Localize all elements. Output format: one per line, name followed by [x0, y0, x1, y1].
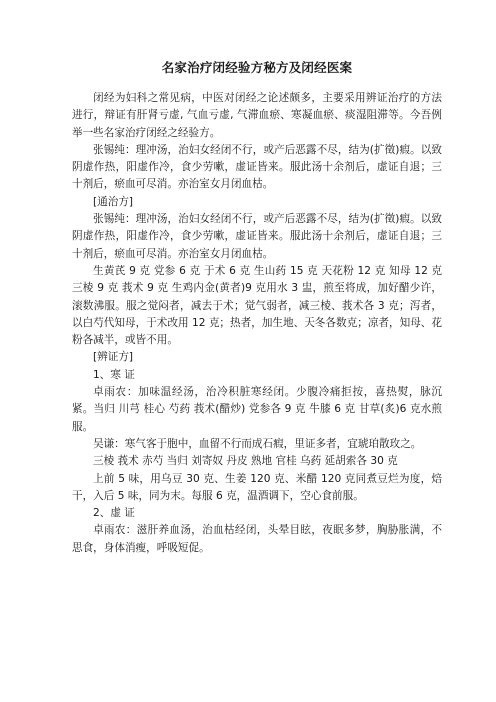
zhang-xichun-paragraph: 张锡纯：理冲汤，治妇女经闭不行，或产后恶露不尽，结为(扩徵)瘕。以致阴虚作热，阳虚作冷，食少劳嗽，虚证皆来。服此汤十余剂后，虚证自退；三十剂后，瘀血可尽消。亦治室女月闭血枯。 [72, 143, 442, 191]
subheading-deficiency-syndrome: 2、虚 证 [93, 507, 135, 520]
formula-ingredients-paragraph: 生黄芪 9 克 党参 6 克 于术 6 克 生山药 15 克 天花粉 12 克 知母 12 克 三棱 9 克 莪术 9 克 生鸡内金(黄者)9 克用水 3 盅，煎至将成，加好醋少许，滚数沸服。服之觉闷者，减去于术；觉气弱者，减三棱、莪术各 3 克；泻者，以白芍代知母，于术改用 12 克；热者，加生地、天冬各数克；凉者，知母、花粉各减半，或皆不用。 [72, 264, 442, 347]
zhang-xichun-paragraph-repeat: 张锡纯：理冲汤，治妇女经闭不行，或产后恶露不尽，结为(扩徵)瘕。以致阴虚作热，阳虚作冷，食少劳嗽，虚证皆来。服此汤十余剂后，虚证自退；三十剂后，瘀血可尽消。亦治室女月闭血枯。 [72, 213, 442, 260]
wu-qian-paragraph: 吴谦：寒气客于胞中，血留不行而成石瘕，里证多者，宜琥珀散玫之。 [93, 437, 422, 450]
zhuo-yunong-warming-paragraph: 卓雨农：加味温经汤，治冷积脏寒经闭。少腹冷痛拒按，喜热熨，脉沉紧。当归 川芎 桂心 芍药 莪术(醋炒) 党参各 9 克 牛膝 6 克 甘草(炙)6 克水煎服。 [72, 386, 442, 433]
amber-powder-ingredients: 三棱 莪术 赤芍 当归 刘寄奴 丹皮 熟地 官桂 乌药 延胡索各 30 克 [93, 455, 398, 468]
section-heading-syndrome-formula: [辨证方] [93, 351, 134, 364]
document-page [72, 58, 442, 557]
amber-powder-preparation: 上前 5 味，用乌豆 30 克、生姜 120 克、米醋 120 克同煮豆烂为度，焙干，入后 5 味，同为末。每服 6 克，温酒调下，空心食前服。 [72, 472, 442, 502]
section-heading-general-formula: [通治方] [93, 195, 134, 208]
subheading-cold-syndrome: 1、寒 证 [93, 368, 135, 381]
document-title: 名家治疗闭经验方秘方及闭经医案 [161, 60, 353, 75]
zhuo-yunong-nourishing-paragraph: 卓雨农：滋肝养血汤，治血枯经闭，头晕目眩，夜眠多梦，胸胁胀满，不思食，身体消瘦，呼吸短促。 [72, 524, 442, 554]
intro-paragraph: 闭经为妇科之常见病，中医对闭经之论述颇多，主要采用辨证治疗的方法进行，辩证有肝肾亏虚, 气血亏虚, 气滞血瘀、寒凝血瘀、痰湿阻滞等。今吾例举一些名家治疗闭经之经验方。 [72, 92, 442, 139]
